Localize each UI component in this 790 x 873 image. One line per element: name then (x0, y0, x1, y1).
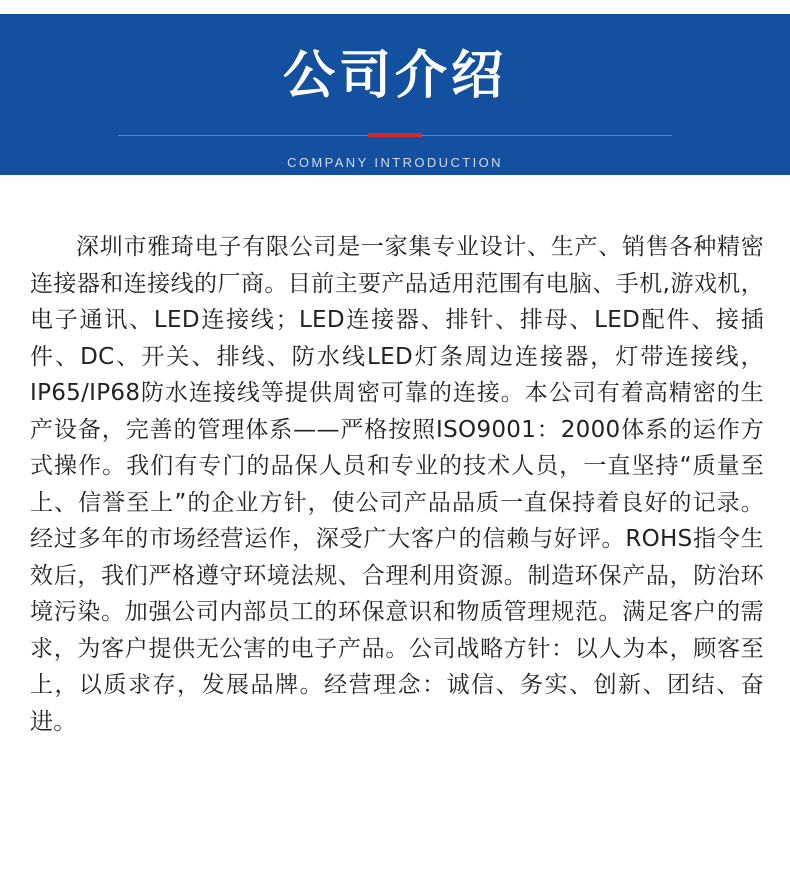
header-banner (0, 14, 790, 175)
company-intro-paragraph: 深圳市雅琦电子有限公司是一家集专业设计、生产、销售各种精密连接器和连接线的厂商。目前主要产品适用范围有电脑、手机,游戏机，电子通讯、LED连接线；LED连接器、排针、排母、LED配件、接插件、DC、开关、排线、防水线LED灯条周边连接器，灯带连接线，IP65/IP68防水连接线等提供周密可靠的连接。本公司有着高精密的生产设备，完善的管理体系——严格按照ISO9001：2000体系的运作方式操作。我们有专门的品保人员和专业的技术人员，一直坚持“质量至上、信誉至上”的企业方针，使公司产品品质一直保持着良好的记录。经过多年的市场经营运作，深受广大客户的信赖与好评。ROHS指令生效后，我们严格遵守环境法规、合理利用资源。制造环保产品，防治环境污染。加强公司内部员工的环保意识和物质管理规范。满足客户的需求，为客户提供无公害的电子产品。公司战略方针：以人为本，顾客至上，以质求存，发展品牌。经营理念：诚信、务实、创新、团结、奋进。 (30, 234, 764, 735)
page-title: 公司介绍 (282, 46, 507, 106)
page-subtitle: COMPANY INTRODUCTION (287, 155, 503, 170)
title-accent-bar (368, 133, 422, 137)
